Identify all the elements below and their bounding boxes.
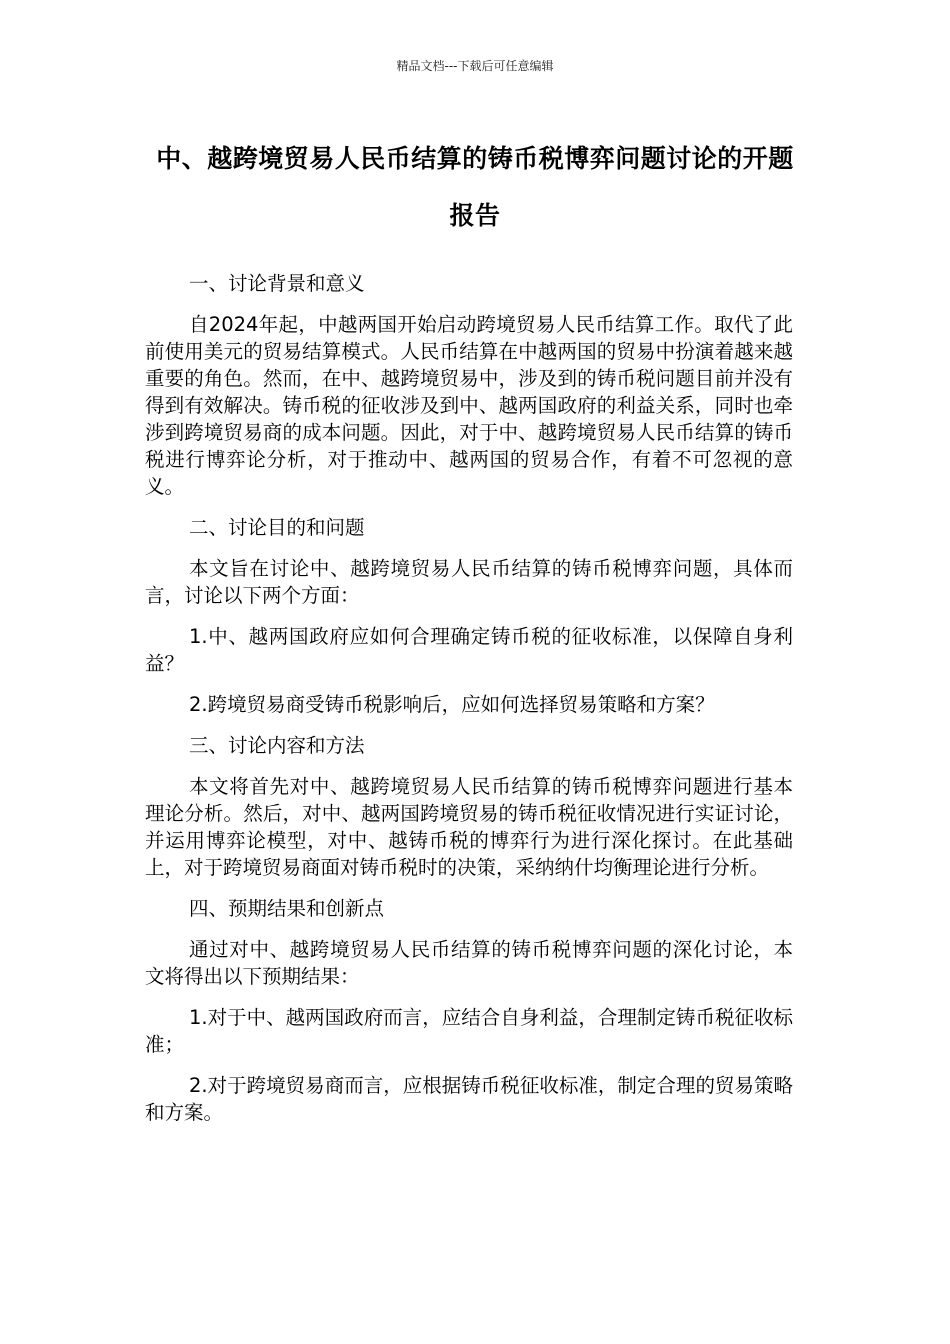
section-heading-methods: 三、讨论内容和方法 [189, 734, 365, 757]
document-title: 中、越跨境贸易人民币结算的铸币税博弈问题讨论的开题报告 [156, 144, 794, 230]
paragraph-results-intro: 通过对中、越跨境贸易人民币结算的铸币税博弈问题的深化讨论，本文将得出以下预期结果： [145, 938, 793, 988]
paragraph-result-1: 1.对于中、越两国政府而言，应结合自身利益，合理制定铸币税征收标准； [145, 1006, 793, 1056]
page-header: 精品文档---下载后可任意编辑 [396, 59, 554, 73]
section-heading-purpose: 二、讨论目的和问题 [189, 516, 365, 539]
paragraph-question-1: 1.中、越两国政府应如何合理确定铸币税的征收标准，以保障自身利益？ [145, 625, 793, 675]
paragraph-methods: 本文将首先对中、越跨境贸易人民币结算的铸币税博弈问题进行基本理论分析。然后，对中、越两国跨境贸易的铸币税征收情况进行实证讨论，并运用博弈论模型，对中、越铸币税的博弈行为进行深化探讨。在此基础上，对于跨境贸易商面对铸币税时的决策，采纳纳什均衡理论进行分析。 [145, 775, 793, 879]
section-heading-results: 四、预期结果和创新点 [189, 897, 385, 920]
paragraph-result-2: 2.对于跨境贸易商而言，应根据铸币税征收标准，制定合理的贸易策略和方案。 [145, 1074, 793, 1124]
paragraph-question-2: 2.跨境贸易商受铸币税影响后，应如何选择贸易策略和方案？ [189, 693, 715, 716]
document-body [145, 270, 793, 1140]
section-heading-background: 一、讨论背景和意义 [189, 272, 365, 295]
paragraph-purpose-intro: 本文旨在讨论中、越跨境贸易人民币结算的铸币税博弈问题，具体而言，讨论以下两个方面： [145, 557, 793, 607]
paragraph-background: 自2024年起，中越两国开始启动跨境贸易人民币结算工作。取代了此前使用美元的贸易结算模式。人民币结算在中越两国的贸易中扮演着越来越重要的角色。然而，在中、越跨境贸易中，涉及到的铸币税问题目前并没有得到有效解决。铸币税的征收涉及到中、越两国政府的利益关系，同时也牵涉到跨境贸易商的成本问题。因此，对于中、越跨境贸易人民币结算的铸币税进行博弈论分析，对于推动中、越两国的贸易合作，有着不可忽视的意义。 [145, 313, 793, 498]
